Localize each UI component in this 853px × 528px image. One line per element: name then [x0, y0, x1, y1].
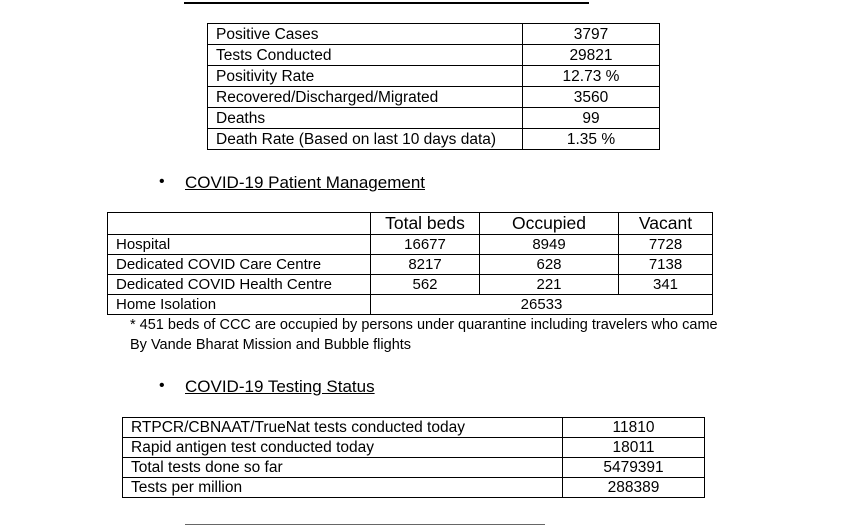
- row-value: 29821: [523, 45, 660, 66]
- footnote: [130, 315, 718, 355]
- row-value: 12.73 %: [523, 66, 660, 87]
- footnote-line: * 451 beds of CCC are occupied by persons under quarantine including travelers who came: [130, 317, 718, 333]
- testing-status-table: [122, 417, 705, 498]
- row-label: Home Isolation: [108, 295, 371, 315]
- column-header: Vacant: [619, 213, 713, 235]
- table-row: [208, 129, 660, 150]
- row-value: 3560: [523, 87, 660, 108]
- bullet-icon: •: [159, 173, 165, 190]
- column-header: Total beds: [371, 213, 480, 235]
- row-label: Dedicated COVID Care Centre: [108, 255, 371, 275]
- table-row: [108, 235, 713, 255]
- table-row: [208, 87, 660, 108]
- table-row: [208, 108, 660, 129]
- cell-vacant: 341: [619, 275, 713, 295]
- table-row: [208, 45, 660, 66]
- cell-total-beds: 562: [371, 275, 480, 295]
- header-blank-cell: [108, 213, 371, 235]
- table-row: [108, 255, 713, 275]
- patient-management-table: [107, 212, 713, 315]
- table-row: [123, 458, 705, 478]
- row-value: 288389: [563, 478, 705, 498]
- row-label: Dedicated COVID Health Centre: [108, 275, 371, 295]
- row-value: 5479391: [563, 458, 705, 478]
- home-isolation-value: 26533: [371, 295, 713, 315]
- table-header-row: [108, 213, 713, 235]
- row-label: RTPCR/CBNAAT/TrueNat tests conducted today: [123, 418, 563, 438]
- row-value: 3797: [523, 24, 660, 45]
- row-label: Recovered/Discharged/Migrated: [208, 87, 523, 108]
- cell-occupied: 221: [480, 275, 619, 295]
- row-label: Positivity Rate: [208, 66, 523, 87]
- cell-occupied: 8949: [480, 235, 619, 255]
- heading-text: COVID-19 Patient Management: [185, 173, 426, 192]
- footnote-line: By Vande Bharat Mission and Bubble flights: [130, 337, 412, 353]
- section-heading-patient-management: [159, 173, 426, 193]
- heading-text: COVID-19 Testing Status: [185, 377, 375, 396]
- table-row: [123, 418, 705, 438]
- cell-vacant: 7728: [619, 235, 713, 255]
- row-value: 11810: [563, 418, 705, 438]
- table-row: [208, 66, 660, 87]
- row-label: Hospital: [108, 235, 371, 255]
- summary-table: [207, 23, 660, 150]
- cell-occupied: 628: [480, 255, 619, 275]
- row-value: 1.35 %: [523, 129, 660, 150]
- row-label: Positive Cases: [208, 24, 523, 45]
- row-label: Rapid antigen test conducted today: [123, 438, 563, 458]
- row-label: Tests per million: [123, 478, 563, 498]
- cell-total-beds: 16677: [371, 235, 480, 255]
- cut-off-heading-underline: [184, 2, 589, 4]
- bullet-icon: •: [159, 377, 165, 394]
- row-value: 18011: [563, 438, 705, 458]
- column-header: Occupied: [480, 213, 619, 235]
- table-row: [108, 275, 713, 295]
- table-row: [123, 478, 705, 498]
- cell-total-beds: 8217: [371, 255, 480, 275]
- table-row: [123, 438, 705, 458]
- table-row: [208, 24, 660, 45]
- row-label: Tests Conducted: [208, 45, 523, 66]
- row-label: Death Rate (Based on last 10 days data): [208, 129, 523, 150]
- cut-off-next-heading: [185, 524, 545, 525]
- table-row: [108, 295, 713, 315]
- cell-vacant: 7138: [619, 255, 713, 275]
- row-value: 99: [523, 108, 660, 129]
- section-heading-testing-status: [159, 377, 375, 397]
- row-label: Total tests done so far: [123, 458, 563, 478]
- row-label: Deaths: [208, 108, 523, 129]
